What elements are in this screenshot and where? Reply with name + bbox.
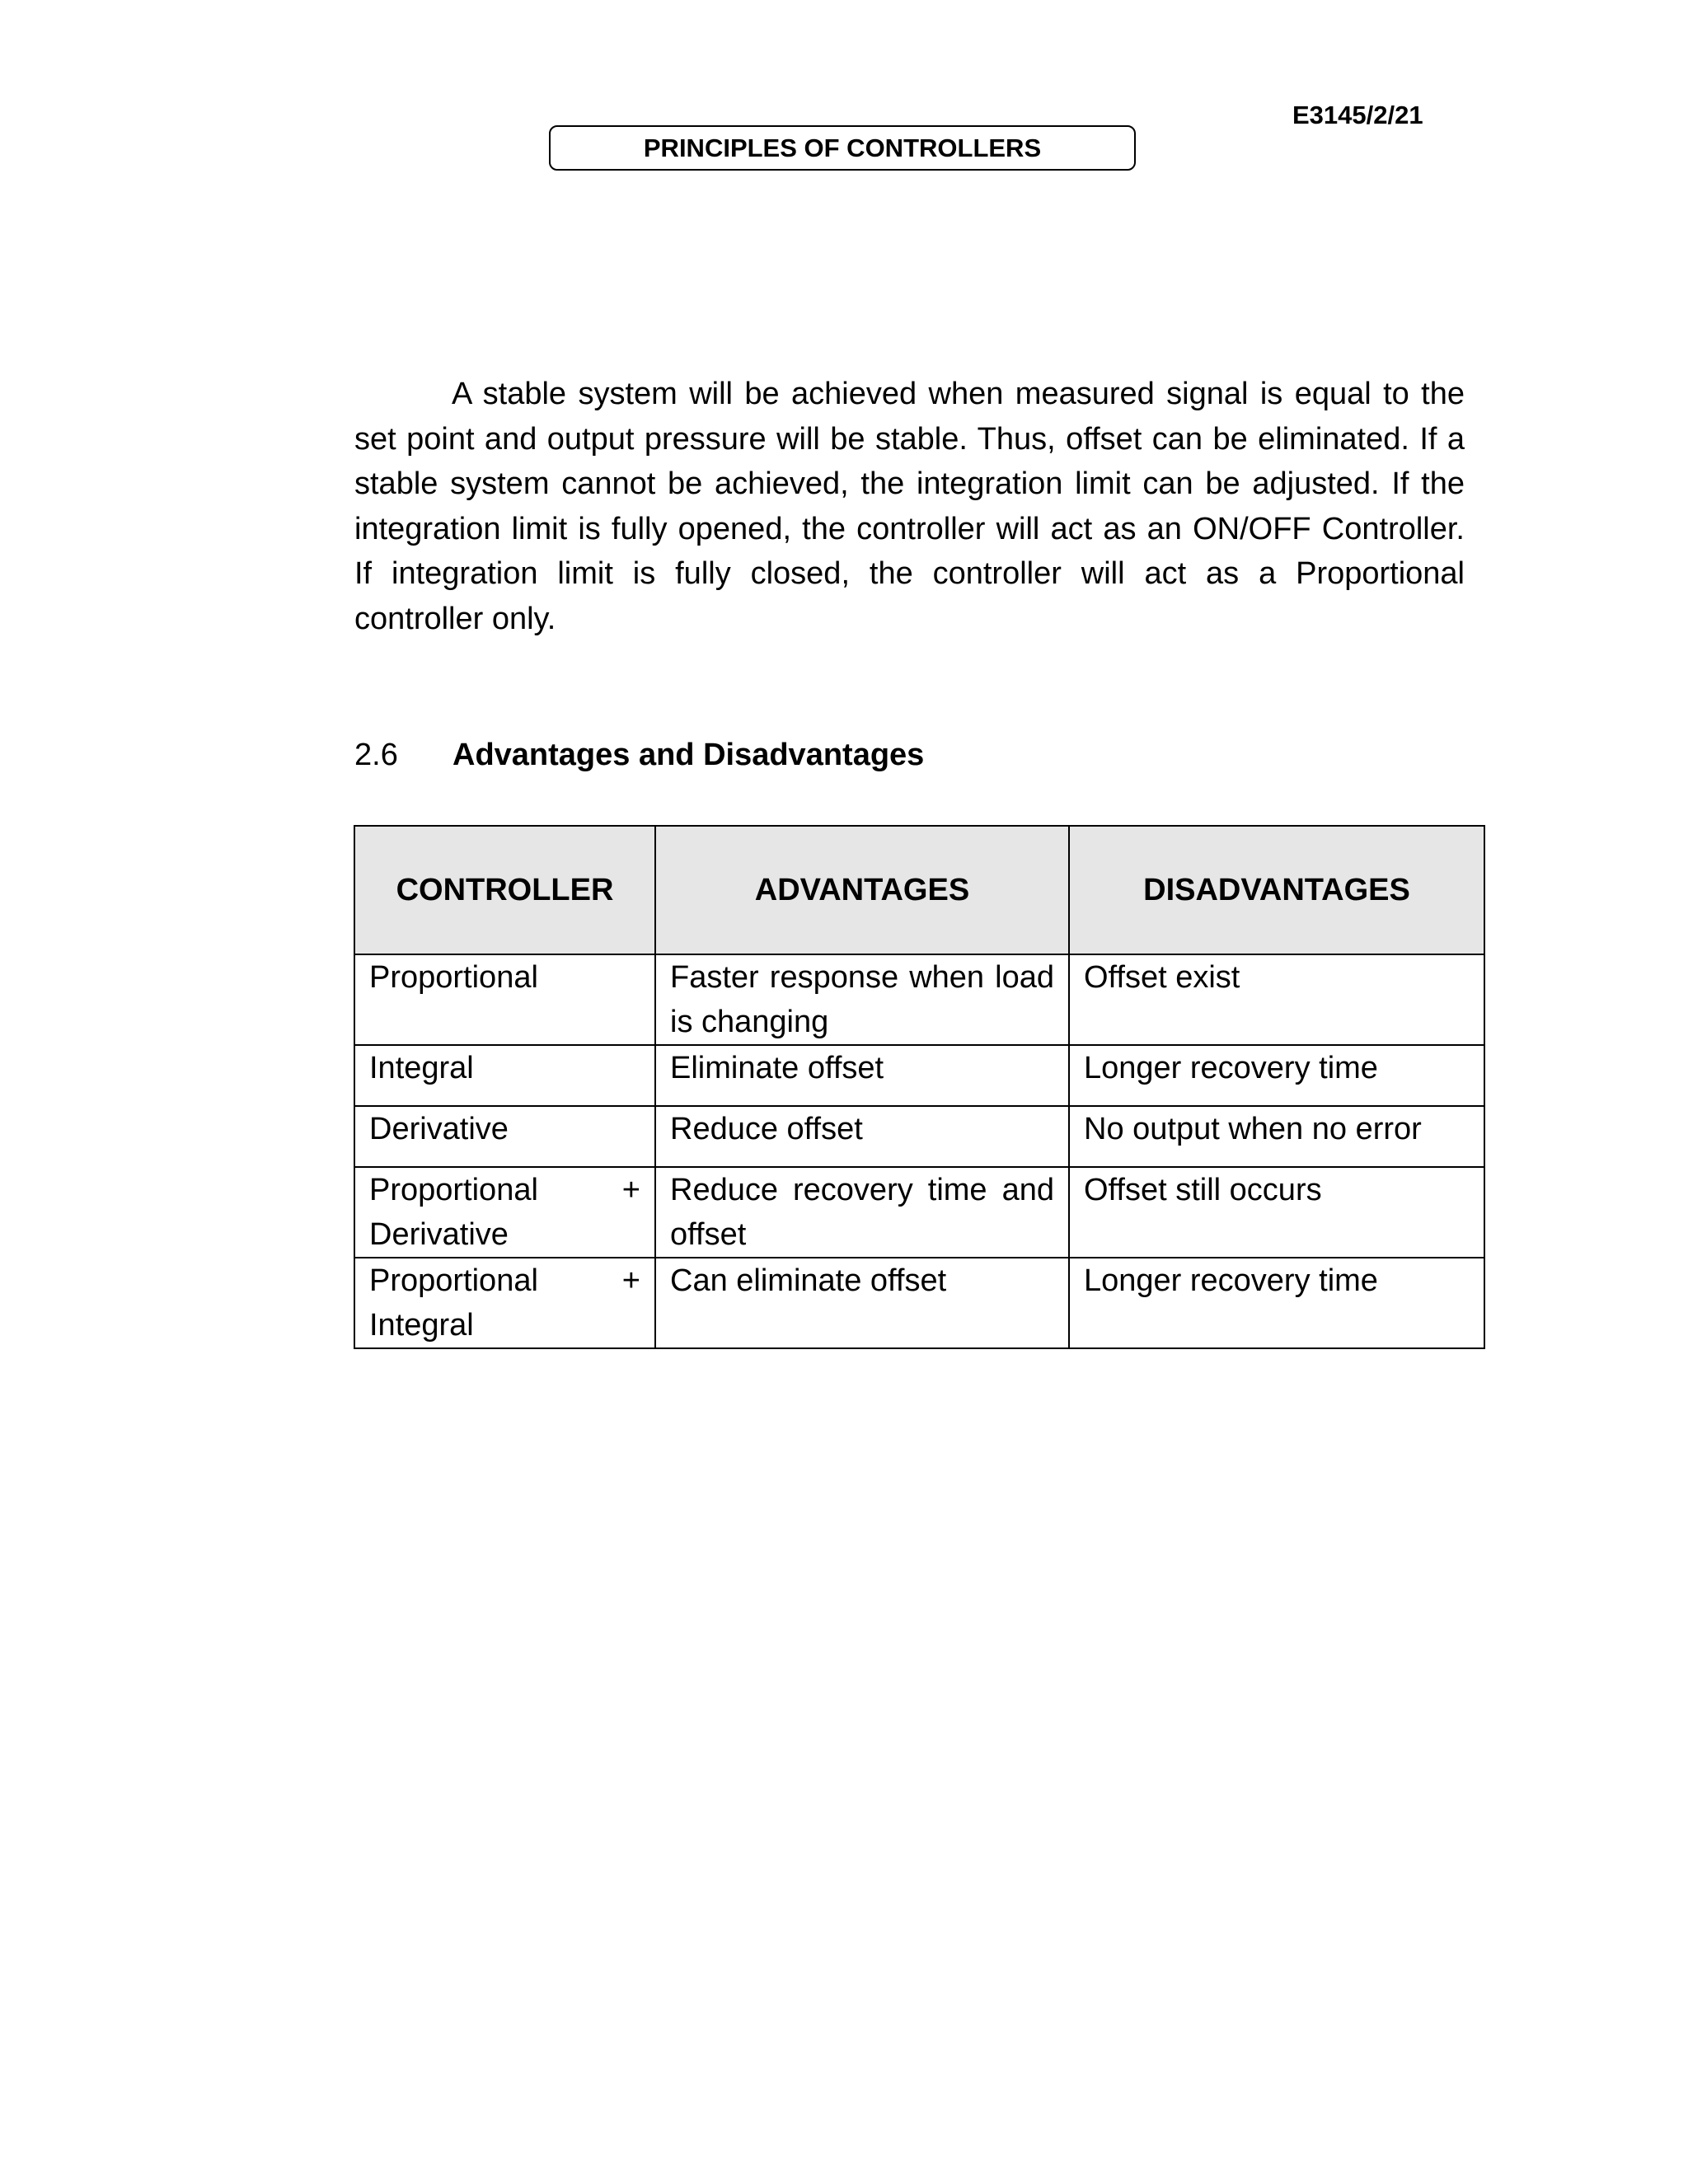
advantages-table: [354, 825, 1485, 1349]
disadvantage-cell: Offset exist: [1069, 954, 1484, 1045]
table-row: [354, 1106, 1484, 1167]
section-heading: [354, 733, 924, 777]
section-title: Advantages and Disadvantages: [452, 738, 925, 772]
advantage-cell: Faster response when load is changing: [655, 954, 1069, 1045]
advantage-cell: Can eliminate offset: [655, 1258, 1069, 1348]
column-header-disadvantages: DISADVANTAGES: [1069, 826, 1484, 954]
body-paragraph: A stable system will be achieved when measured signal is equal to the set point and output pressure will be stable. Thus, offset can be eliminated. If a stable system cannot be achieved, the integration limit can be adjusted. If the integration limit is fully opened, the controller will act as an ON/OFF Controller. If integration limit is fully closed, the controller will act as a Proportional controller only.: [354, 377, 1465, 636]
controller-cell: Derivative: [354, 1106, 655, 1167]
page-header-title: PRINCIPLES OF CONTROLLERS: [549, 125, 1136, 171]
table-row: [354, 954, 1484, 1045]
table-row: [354, 1045, 1484, 1106]
controller-cell: Proportional + Derivative: [354, 1167, 655, 1258]
table-row: [354, 1167, 1484, 1258]
controller-cell: Proportional: [354, 954, 655, 1045]
table-header-row: [354, 826, 1484, 954]
advantage-cell: Reduce offset: [655, 1106, 1069, 1167]
advantage-cell: Reduce recovery time and offset: [655, 1167, 1069, 1258]
controller-cell: Integral: [354, 1045, 655, 1106]
column-header-controller: CONTROLLER: [354, 826, 655, 954]
controller-cell: Proportional + Integral: [354, 1258, 655, 1348]
disadvantage-cell: Offset still occurs: [1069, 1167, 1484, 1258]
document-code: E3145/2/21: [1292, 101, 1423, 129]
column-header-advantages: ADVANTAGES: [655, 826, 1069, 954]
disadvantage-cell: Longer recovery time: [1069, 1045, 1484, 1106]
table-row: [354, 1258, 1484, 1348]
section-number: 2.6: [354, 738, 398, 772]
disadvantage-cell: No output when no error: [1069, 1106, 1484, 1167]
disadvantage-cell: Longer recovery time: [1069, 1258, 1484, 1348]
advantage-cell: Eliminate offset: [655, 1045, 1069, 1106]
